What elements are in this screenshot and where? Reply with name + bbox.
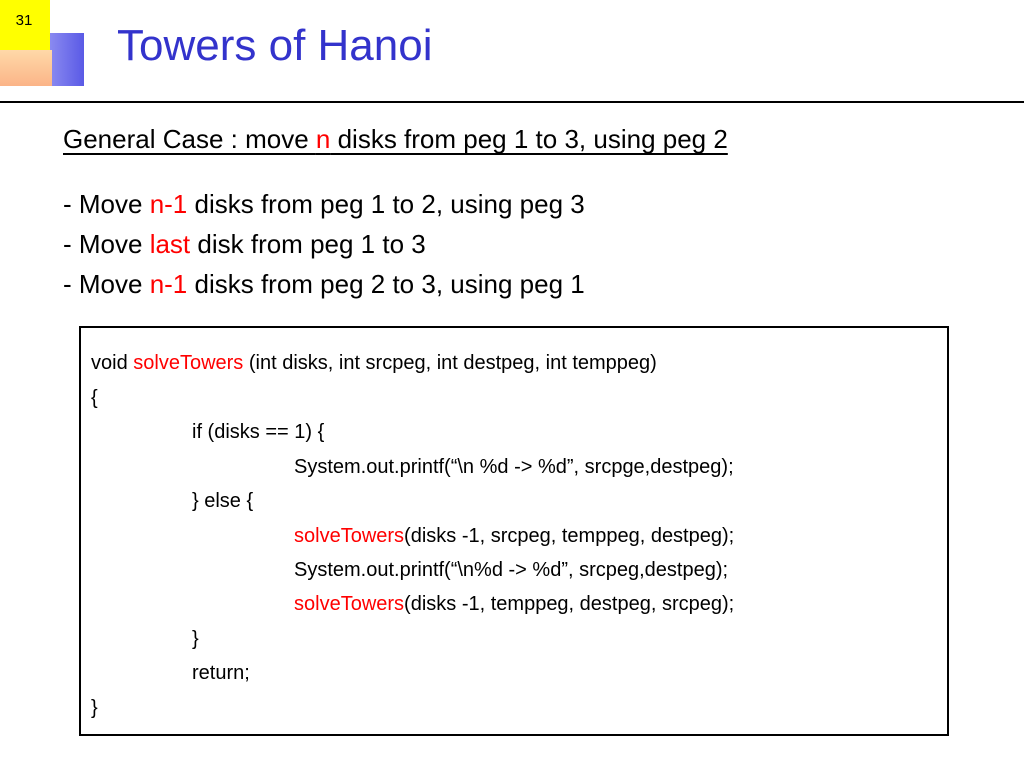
code-print-base: System.out.printf(“\n %d -> %d”, srcpge,destpeg); <box>294 456 734 478</box>
code-return-line: return; <box>192 662 250 684</box>
decorative-peach-square <box>0 50 52 86</box>
code-parameters: (int disks, int srcpeg, int destpeg, int temppeg) <box>243 352 657 374</box>
code-block <box>79 326 949 736</box>
code-function-name: solveTowers <box>133 352 244 374</box>
title-divider <box>0 101 1024 103</box>
step-item <box>63 184 585 224</box>
code-else-line: } else { <box>192 490 254 512</box>
code-arguments: (disks -1, srcpeg, temppeg, destpeg); <box>404 525 735 547</box>
step-suffix: disk from peg 1 to 3 <box>190 229 426 259</box>
step-highlight: n-1 <box>149 189 188 219</box>
heading-highlight: n <box>315 124 331 154</box>
heading-prefix: General Case : move <box>63 124 316 154</box>
code-function-name: solveTowers <box>294 593 405 615</box>
code-close-brace: } <box>91 697 98 719</box>
code-open-brace: { <box>91 387 98 409</box>
code-function-name: solveTowers <box>294 525 405 547</box>
slide-title: Towers of Hanoi <box>117 21 433 70</box>
step-highlight: last <box>149 229 191 259</box>
code-signature <box>91 351 657 375</box>
decorative-blue-square <box>50 33 84 86</box>
heading-suffix: disks from peg 1 to 3, using peg 2 <box>330 124 728 154</box>
code-recurse-first <box>294 524 734 548</box>
code-arguments: (disks -1, temppeg, destpeg, srcpeg); <box>404 593 735 615</box>
step-prefix: - Move <box>63 229 150 259</box>
step-prefix: - Move <box>63 189 150 219</box>
code-if-line: if (disks == 1) { <box>192 421 325 443</box>
code-recurse-second <box>294 592 734 616</box>
step-prefix: - Move <box>63 269 150 299</box>
code-keyword: void <box>91 352 134 374</box>
step-highlight: n-1 <box>149 269 188 299</box>
step-item <box>63 264 585 304</box>
step-suffix: disks from peg 2 to 3, using peg 1 <box>187 269 585 299</box>
step-list <box>63 184 585 304</box>
step-suffix: disks from peg 1 to 2, using peg 3 <box>187 189 585 219</box>
slide-number: 31 <box>15 12 33 29</box>
code-print-move: System.out.printf(“\n%d -> %d”, srcpeg,destpeg); <box>294 559 729 581</box>
general-case-heading <box>63 124 728 155</box>
code-close-inner: } <box>192 628 199 650</box>
step-item <box>63 224 585 264</box>
